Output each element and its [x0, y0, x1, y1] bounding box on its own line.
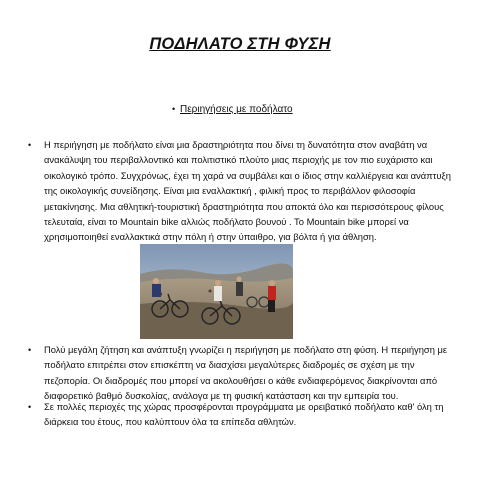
paragraph-2-bullet: • — [28, 345, 32, 355]
paragraph-1-bullet: • — [28, 140, 32, 150]
paragraph-1: Η περιήγηση με ποδήλατο είναι μια δραστηριότητα που δίνει τη δυνατότητα στον αναβάτη να ανακάλυψη του περιβαλλοντικό και πολιτιστικό πλούτο μιας περιοχής με τον πιο ευχάριστο και οικολογικό τρόπο. Συγχρόνως, έχει τη χαρά να συμβάλει και ο ίδιος στην καλλιέργεια και ανάπτυξη της οικολογικής συνείδησης. Είναι μια εναλλακτική , φιλική προς το περιβάλλον φιλοσοφία μετακίνησης. Μια αθλητική-τουριστική δραστηριότητα που αποκτά όλο και περισσότερους φίλους τελευταία, είναι το Mountain bike αλλιώς ποδήλατο βουνού . Το Mountain bike μπορεί να χρησιμοποιηθεί εναλλακτικά στην πόλη ή στην ύπαιθρο, για βόλτα ή για άθληση. — [44, 139, 451, 243]
page-title: ΠΟΔΗΛΑΤΟ ΣΤΗ ΦΥΣΗ — [149, 35, 331, 53]
subtitle-bullet: • — [172, 104, 176, 114]
cyclists-photo-illustration — [140, 244, 293, 339]
paragraph-3: Σε πολλές περιοχές της χώρας προσφέρονται προγράμματα με ορειβατικό ποδήλατο καθ' όλη τη διάρκεια του έτους, που καλύπτουν όλα τα επίπεδα αθλητών. — [44, 401, 444, 428]
paragraph-3-bullet: • — [28, 402, 32, 412]
paragraph-2: Πολύ μεγάλη ζήτηση και ανάπτυξη γνωρίζει η περιήγηση με ποδήλατο στη φύση. Η περιήγηση με ποδήλατο επιτρέπει στον επισκέπτη να διασχίσει μεγαλύτερες διαδρομές σε σχέση με την πεζοπορία. Οι διαδρομές που μπορεί να ακολουθήσει ο κάθε ενδιαφερόμενος διακρίνονται από διαφορετικό βαθμό δυσκολίας, ανάλογα με τη φυσική κατάσταση και την εμπειρία του. — [44, 344, 448, 402]
subtitle: Περιηγήσεις με ποδήλατο — [180, 104, 293, 115]
cyclists-photo — [140, 244, 293, 339]
